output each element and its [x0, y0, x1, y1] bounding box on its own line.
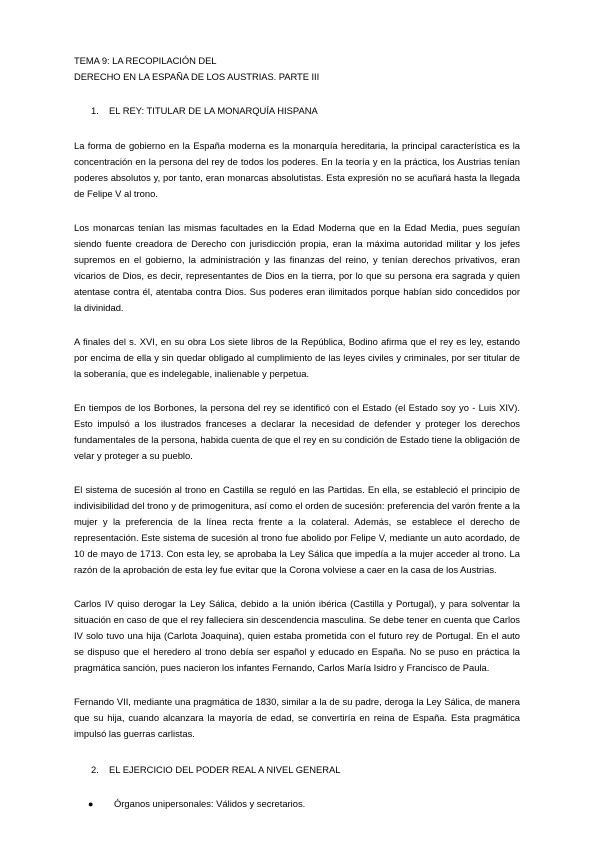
paragraph-1: La forma de gobierno en la España moderna es la monarquía hereditaria, la principal característica es la concentración en la persona del rey de todos los poderes. En la teoría y en la práctica, los Austrias tenían poderes absolutos y, por tanto, eran monarcas absolutistas. Esta expresión no se acuñará hasta la llegada de Felipe V al trono.: [74, 140, 520, 199]
paragraph-6: Carlos IV quiso derogar la Ley Sálica, debido a la unión ibérica (Castilla y Portugal), y para solventar la situación en caso de que el rey falleciera sin descendencia masculina. Se debe tener en cuenta que Carlos IV solo tuvo una hija (Carlota Joaquina), quien estaba prometida con el futuro rey de Portugal. En el auto se dispuso que el heredero al trono debía ser español y educado en España. No se puso en práctica la pragmática sanción, pues nacieron los infantes Fernando, Carlos María Isidro y Francisco de Paula.: [74, 598, 520, 673]
section-1-heading: [74, 103, 520, 119]
paragraph-3: A finales del s. XVI, en su obra Los siete libros de la República, Bodino afirma que el rey es ley, estando por encima de ella y sin quedar obligado al cumplimiento de las leyes civiles y criminales, por ser titular de la soberanía, que es indelegable, inalienable y perpetua.: [74, 336, 520, 379]
section-2-number: 2.: [91, 764, 99, 775]
section-1-title: EL REY: TITULAR DE LA MONARQUÍA HISPANA: [109, 105, 318, 116]
section-2-heading: [74, 762, 520, 778]
bullet-dot-icon: ●: [88, 799, 94, 809]
document-title-line-2: DERECHO EN LA ESPAÑA DE LOS AUSTRIAS. PARTE III: [74, 71, 320, 82]
paragraph-2: Los monarcas tenían las mismas facultades en la Edad Moderna que en la Edad Media, pues seguían siendo fuente creadora de Derecho con jurisdicción propia, eran la máxima autoridad militar y los jefes supremos en el gobierno, la administración y las finanzas del reino, y tenían derechos privativos, eran vicarios de Dios, es decir, representantes de Dios en la tierra, por lo que su persona era sagrada y quien atentase contra él, atentaba contra Dios. Sus poderes eran ilimitados porque habían sido concedidos por la divinidad.: [74, 222, 520, 313]
bullet-text: Órganos unipersonales: Válidos y secretarios.: [114, 798, 306, 809]
section-1-number: 1.: [91, 105, 99, 116]
paragraph-4: En tiempos de los Borbones, la persona del rey se identificó con el Estado (el Estado soy yo - Luis XIV). Esto impulsó a los ilustrados franceses a declarar la necesidad de defender y proteger los derechos fundamentales de la persona, habida cuenta de que el rey en su condición de Estado tiene la obligación de velar y proteger a su pueblo.: [74, 402, 520, 461]
section-2-title: EL EJERCICIO DEL PODER REAL A NIVEL GENERAL: [109, 764, 341, 775]
paragraph-5: El sistema de sucesión al trono en Castilla se reguló en las Partidas. En ella, se estableció el principio de indivisibilidad del trono y de primogenitura, así como el orden de sucesión: preferencia del varón frente a la mujer y la preferencia de la línea recta frente a la colateral. Además, se establece el derecho de representación. Este sistema de sucesión al trono fue abolido por Felipe V, mediante un auto acordado, de 10 de mayo de 1713. Con esta ley, se aprobaba la Ley Sálica que impedía a la mujer acceder al trono. La razón de la aprobación de esta ley fue evitar que la Corona volviese a caer en la casa de los Austrias.: [74, 484, 520, 575]
document-title-line-1: TEMA 9: LA RECOPILACIÓN DEL: [74, 55, 217, 66]
bullet-item: [74, 796, 520, 812]
paragraph-7: Fernando VII, mediante una pragmática de 1830, similar a la de su padre, deroga la Ley Sálica, de manera que su hija, cuando alcanzara la mayoría de edad, se convertiría en reina de España. Esta pragmática impulsó las guerras carlistas.: [74, 696, 520, 739]
